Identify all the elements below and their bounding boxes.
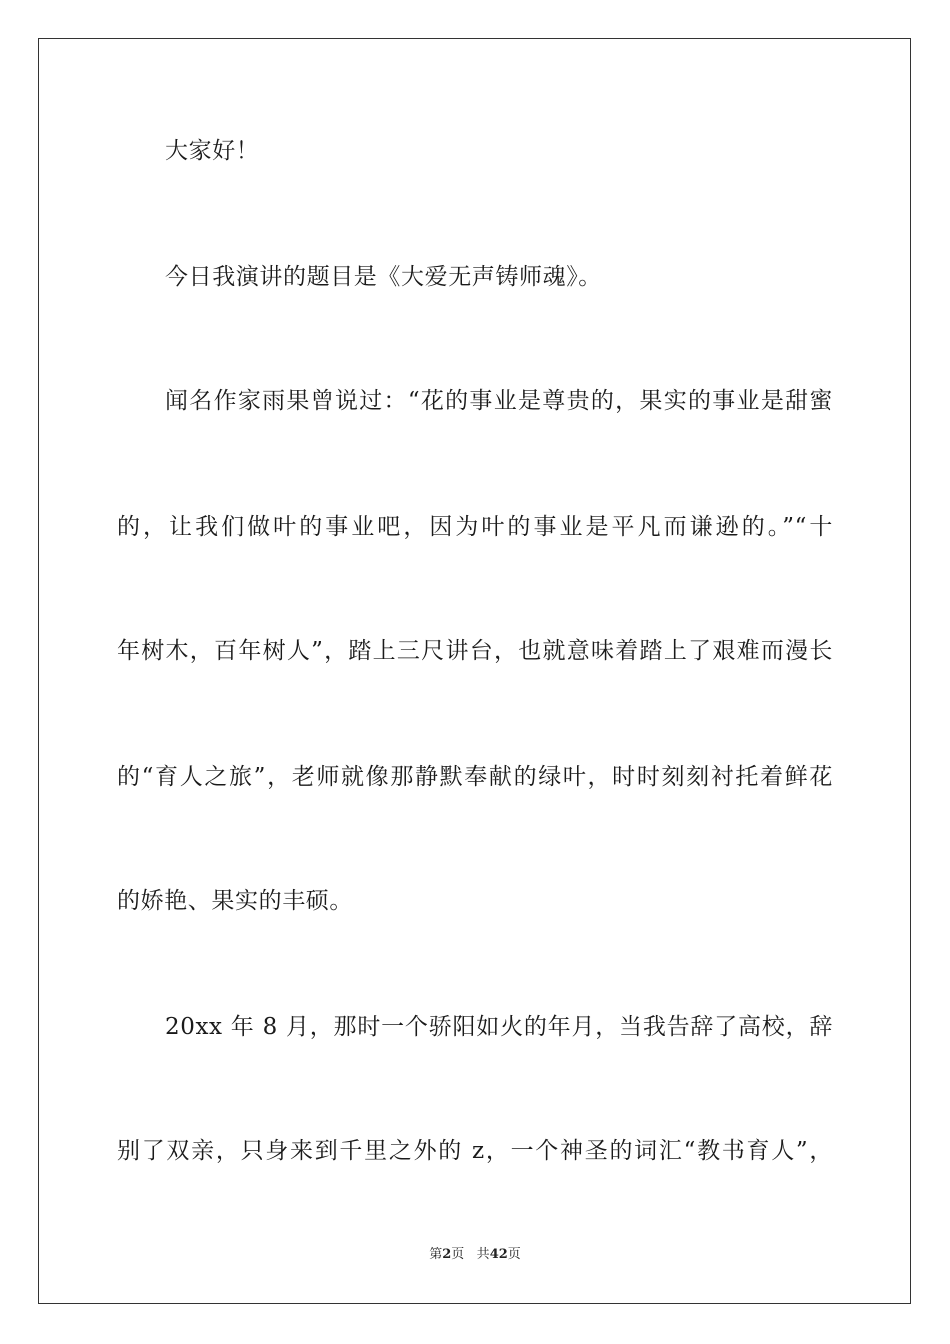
- greeting-line: 大家好！: [165, 138, 260, 164]
- current-page-number: 2: [442, 1247, 452, 1262]
- quote-paragraph-line-5: 的娇艳、果实的丰硕。: [117, 888, 353, 914]
- topic-line: 今日我演讲的题目是《大爱无声铸师魂》。: [165, 264, 602, 290]
- footer-prefix: 第: [429, 1247, 443, 1262]
- footer-total-prefix: 共: [476, 1247, 490, 1262]
- quote-paragraph-line-1: 闻名作家雨果曾说过：“花的事业是尊贵的，果实的事业是甜蜜: [165, 388, 833, 414]
- quote-paragraph-line-3: 年树木，百年树人”，踏上三尺讲台，也就意味着踏上了艰难而漫长: [117, 638, 833, 664]
- story-paragraph-line-1: 20xx 年 8 月，那时一个骄阳如火的年月，当我告辞了高校，辞: [165, 1014, 833, 1040]
- footer-total-unit: 页: [507, 1247, 521, 1262]
- page-footer: [0, 1246, 950, 1264]
- footer-page-unit: 页: [451, 1247, 465, 1262]
- story-paragraph-line-2: 别了双亲，只身来到千里之外的 z，一个神圣的词汇“教书育人”，: [117, 1138, 833, 1164]
- page-border: [38, 38, 911, 1304]
- quote-paragraph-line-2: 的，让我们做叶的事业吧，因为叶的事业是平凡而谦逊的。”“十: [117, 514, 833, 540]
- quote-paragraph-line-4: 的“育人之旅”，老师就像那静默奉献的绿叶，时时刻刻衬托着鲜花: [117, 764, 833, 790]
- total-pages-number: 42: [489, 1247, 508, 1262]
